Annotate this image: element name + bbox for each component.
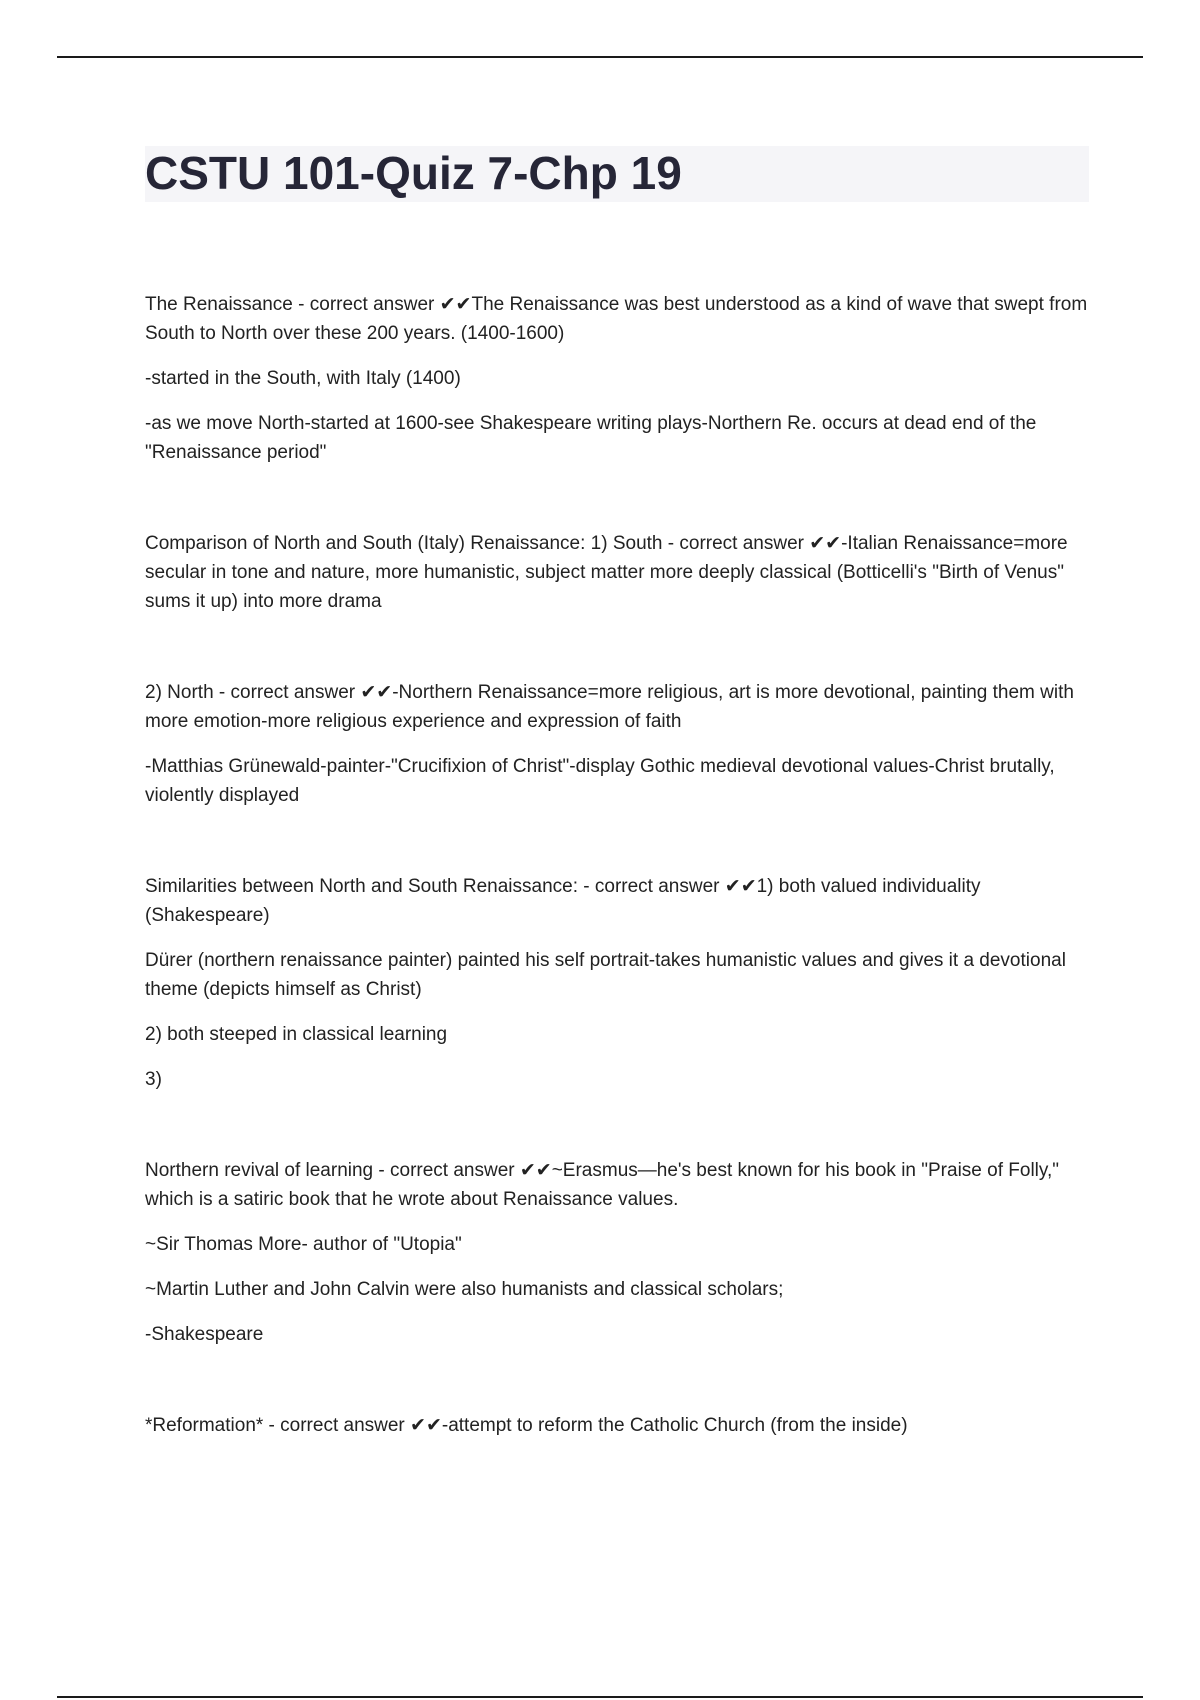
document-body <box>145 290 1100 1502</box>
qa-paragraph: ~Martin Luther and John Calvin were also humanists and classical scholars; <box>145 1279 784 1300</box>
page-title: CSTU 101-Quiz 7-Chp 19 <box>145 147 682 199</box>
qa-entry-northern-revival <box>145 1156 1100 1349</box>
qa-entry-north <box>145 678 1100 810</box>
qa-paragraph: ~Sir Thomas More- author of "Utopia" <box>145 1234 462 1255</box>
qa-paragraph: Comparison of North and South (Italy) Renaissance: 1) South - correct answer ✔✔-Italian Renaissance=more secular in tone and nature, more humanistic, subject matter more deeply classical (Botticelli's "Birth of Venus" sums it up) into more drama <box>145 533 1068 612</box>
qa-entry-renaissance <box>145 290 1100 467</box>
qa-paragraph: Dürer (northern renaissance painter) painted his self portrait-takes humanistic values and gives it a devotional theme (depicts himself as Christ) <box>145 950 1066 1000</box>
bottom-rule <box>57 1696 1143 1698</box>
qa-paragraph: -Shakespeare <box>145 1324 264 1345</box>
qa-entry-reformation <box>145 1411 1100 1440</box>
qa-paragraph: The Renaissance - correct answer ✔✔The Renaissance was best understood as a kind of wave that swept from South to North over these 200 years. (1400-1600) <box>145 294 1088 344</box>
qa-paragraph: 3) <box>145 1069 162 1090</box>
qa-entry-comparison-south <box>145 529 1100 616</box>
qa-paragraph: 2) both steeped in classical learning <box>145 1024 448 1045</box>
qa-paragraph: Similarities between North and South Renaissance: - correct answer ✔✔1) both valued individuality (Shakespeare) <box>145 876 981 926</box>
qa-paragraph: -Matthias Grünewald-painter-"Crucifixion of Christ"-display Gothic medieval devotional values-Christ brutally, violently displayed <box>145 756 1055 806</box>
qa-paragraph: -started in the South, with Italy (1400) <box>145 368 461 389</box>
top-rule <box>57 56 1143 58</box>
qa-paragraph: *Reformation* - correct answer ✔✔-attempt to reform the Catholic Church (from the inside) <box>145 1415 908 1436</box>
qa-paragraph: 2) North - correct answer ✔✔-Northern Renaissance=more religious, art is more devotional, painting them with more emotion-more religious experience and expression of faith <box>145 682 1074 732</box>
qa-entry-similarities <box>145 872 1100 1094</box>
qa-paragraph: -as we move North-started at 1600-see Shakespeare writing plays-Northern Re. occurs at dead end of the "Renaissance period" <box>145 413 1037 463</box>
qa-paragraph: Northern revival of learning - correct answer ✔✔~Erasmus—he's best known for his book in "Praise of Folly," which is a satiric book that he wrote about Renaissance values. <box>145 1160 1059 1210</box>
